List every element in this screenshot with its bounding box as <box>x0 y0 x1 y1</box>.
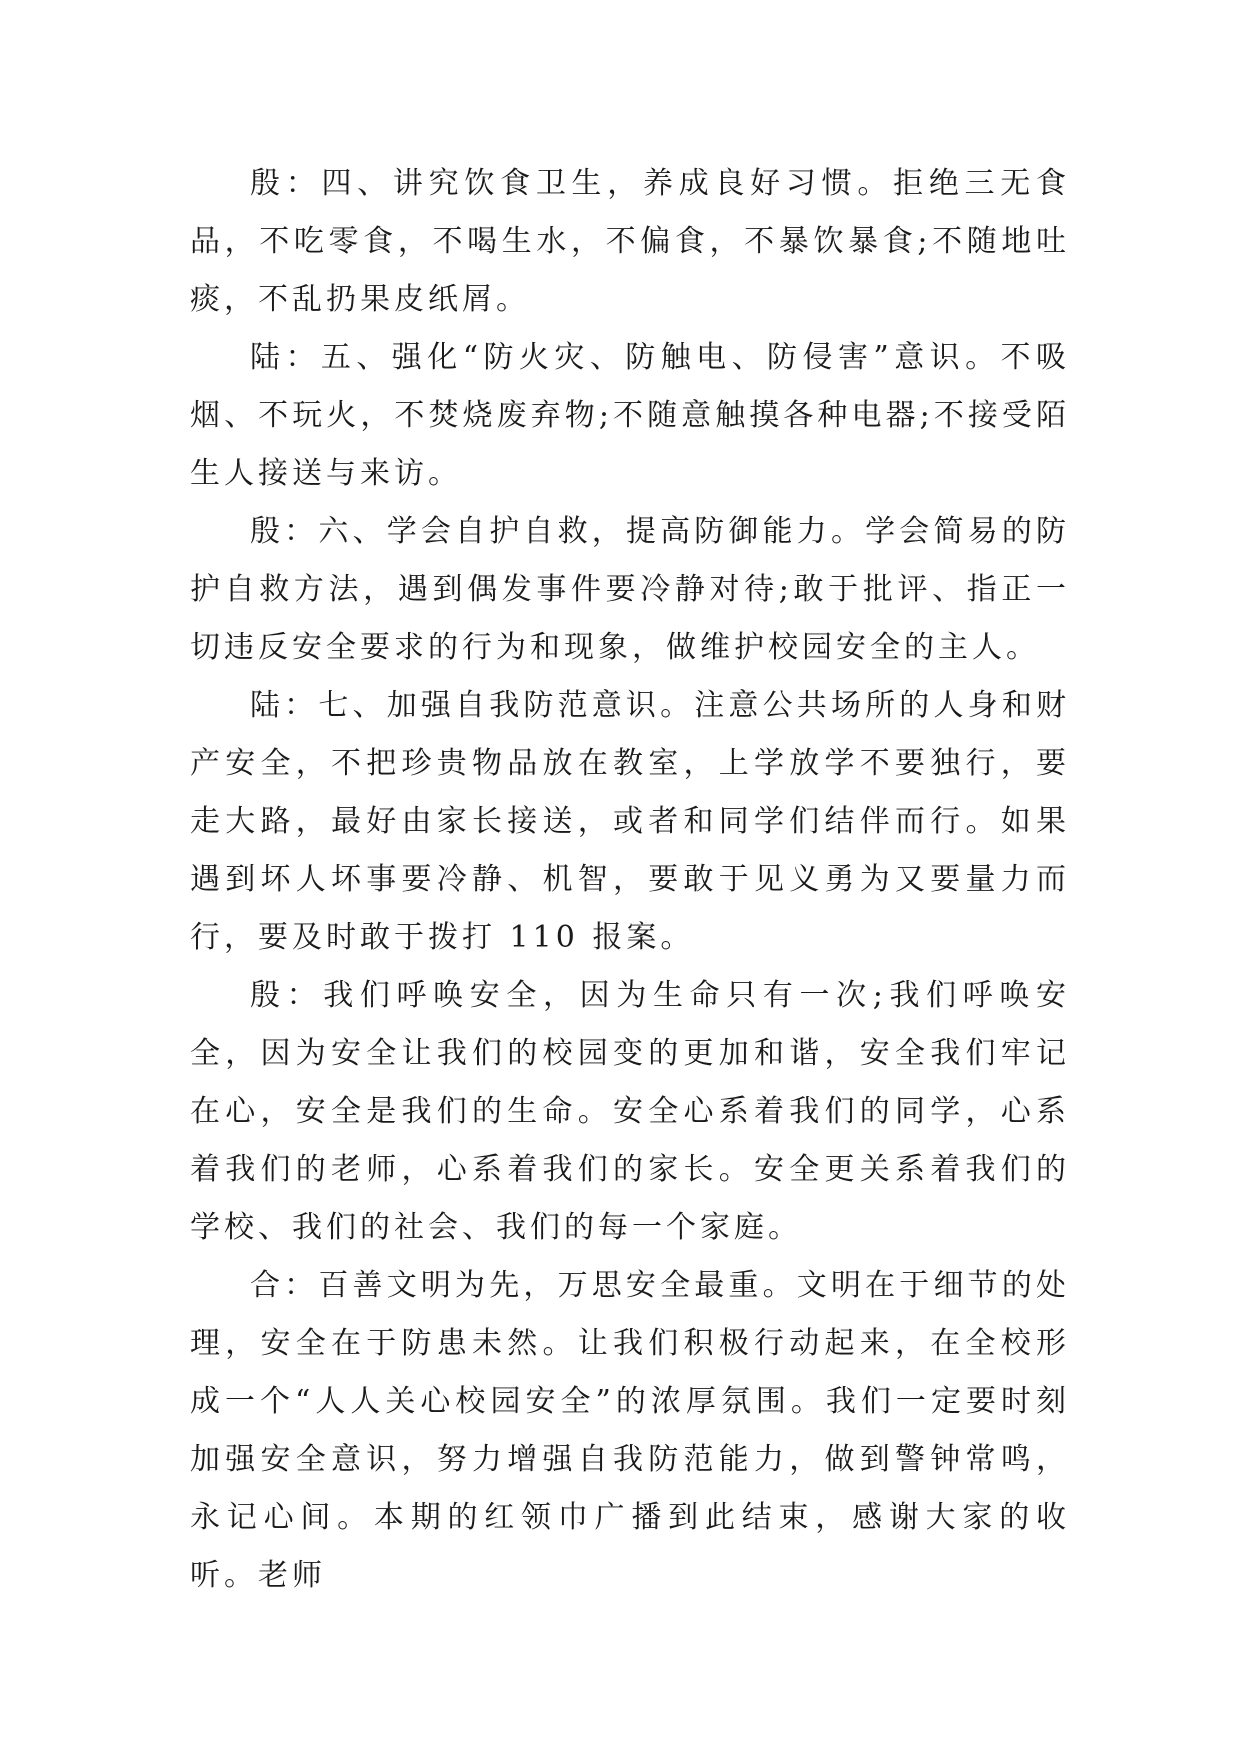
document-body <box>190 155 1070 1605</box>
paragraph-yin-self-protection: 殷：六、学会自护自救，提高防御能力。学会简易的防护自救方法，遇到偶发事件要冷静对待;敢于批评、指正一切违反安全要求的行为和现象，做维护校园安全的主人。 <box>190 514 1070 665</box>
paragraph-lu-fire-safety: 陆：五、强化“防火灾、防触电、防侵害”意识。不吸烟、不玩火，不焚烧废弃物;不随意触摸各种电器;不接受陌生人接送与来访。 <box>190 340 1070 491</box>
paragraph-yin-hygiene: 殷：四、讲究饮食卫生，养成良好习惯。拒绝三无食品，不吃零食，不喝生水，不偏食，不暴饮暴食;不随地吐痰，不乱扔果皮纸屑。 <box>190 166 1070 317</box>
paragraph-yin-call-for-safety: 殷：我们呼唤安全，因为生命只有一次;我们呼唤安全，因为安全让我们的校园变的更加和谐，安全我们牢记在心，安全是我们的生命。安全心系着我们的同学，心系着我们的老师，心系着我们的家长。安全更关系着我们的学校、我们的社会、我们的每一个家庭。 <box>190 978 1070 1245</box>
paragraph-lu-self-defense: 陆：七、加强自我防范意识。注意公共场所的人身和财产安全，不把珍贵物品放在教室，上学放学不要独行，要走大路，最好由家长接送，或者和同学们结伴而行。如果遇到坏人坏事要冷静、机智，要敢于见义勇为又要量力而行，要及时敢于拨打 110 报案。 <box>190 688 1070 955</box>
paragraph-together-closing: 合：百善文明为先，万思安全最重。文明在于细节的处理，安全在于防患未然。让我们积极行动起来，在全校形成一个“人人关心校园安全”的浓厚氛围。我们一定要时刻加强安全意识，努力增强自我防范能力，做到警钟常鸣，永记心间。本期的红领巾广播到此结束，感谢大家的收听。老师 <box>190 1268 1070 1593</box>
